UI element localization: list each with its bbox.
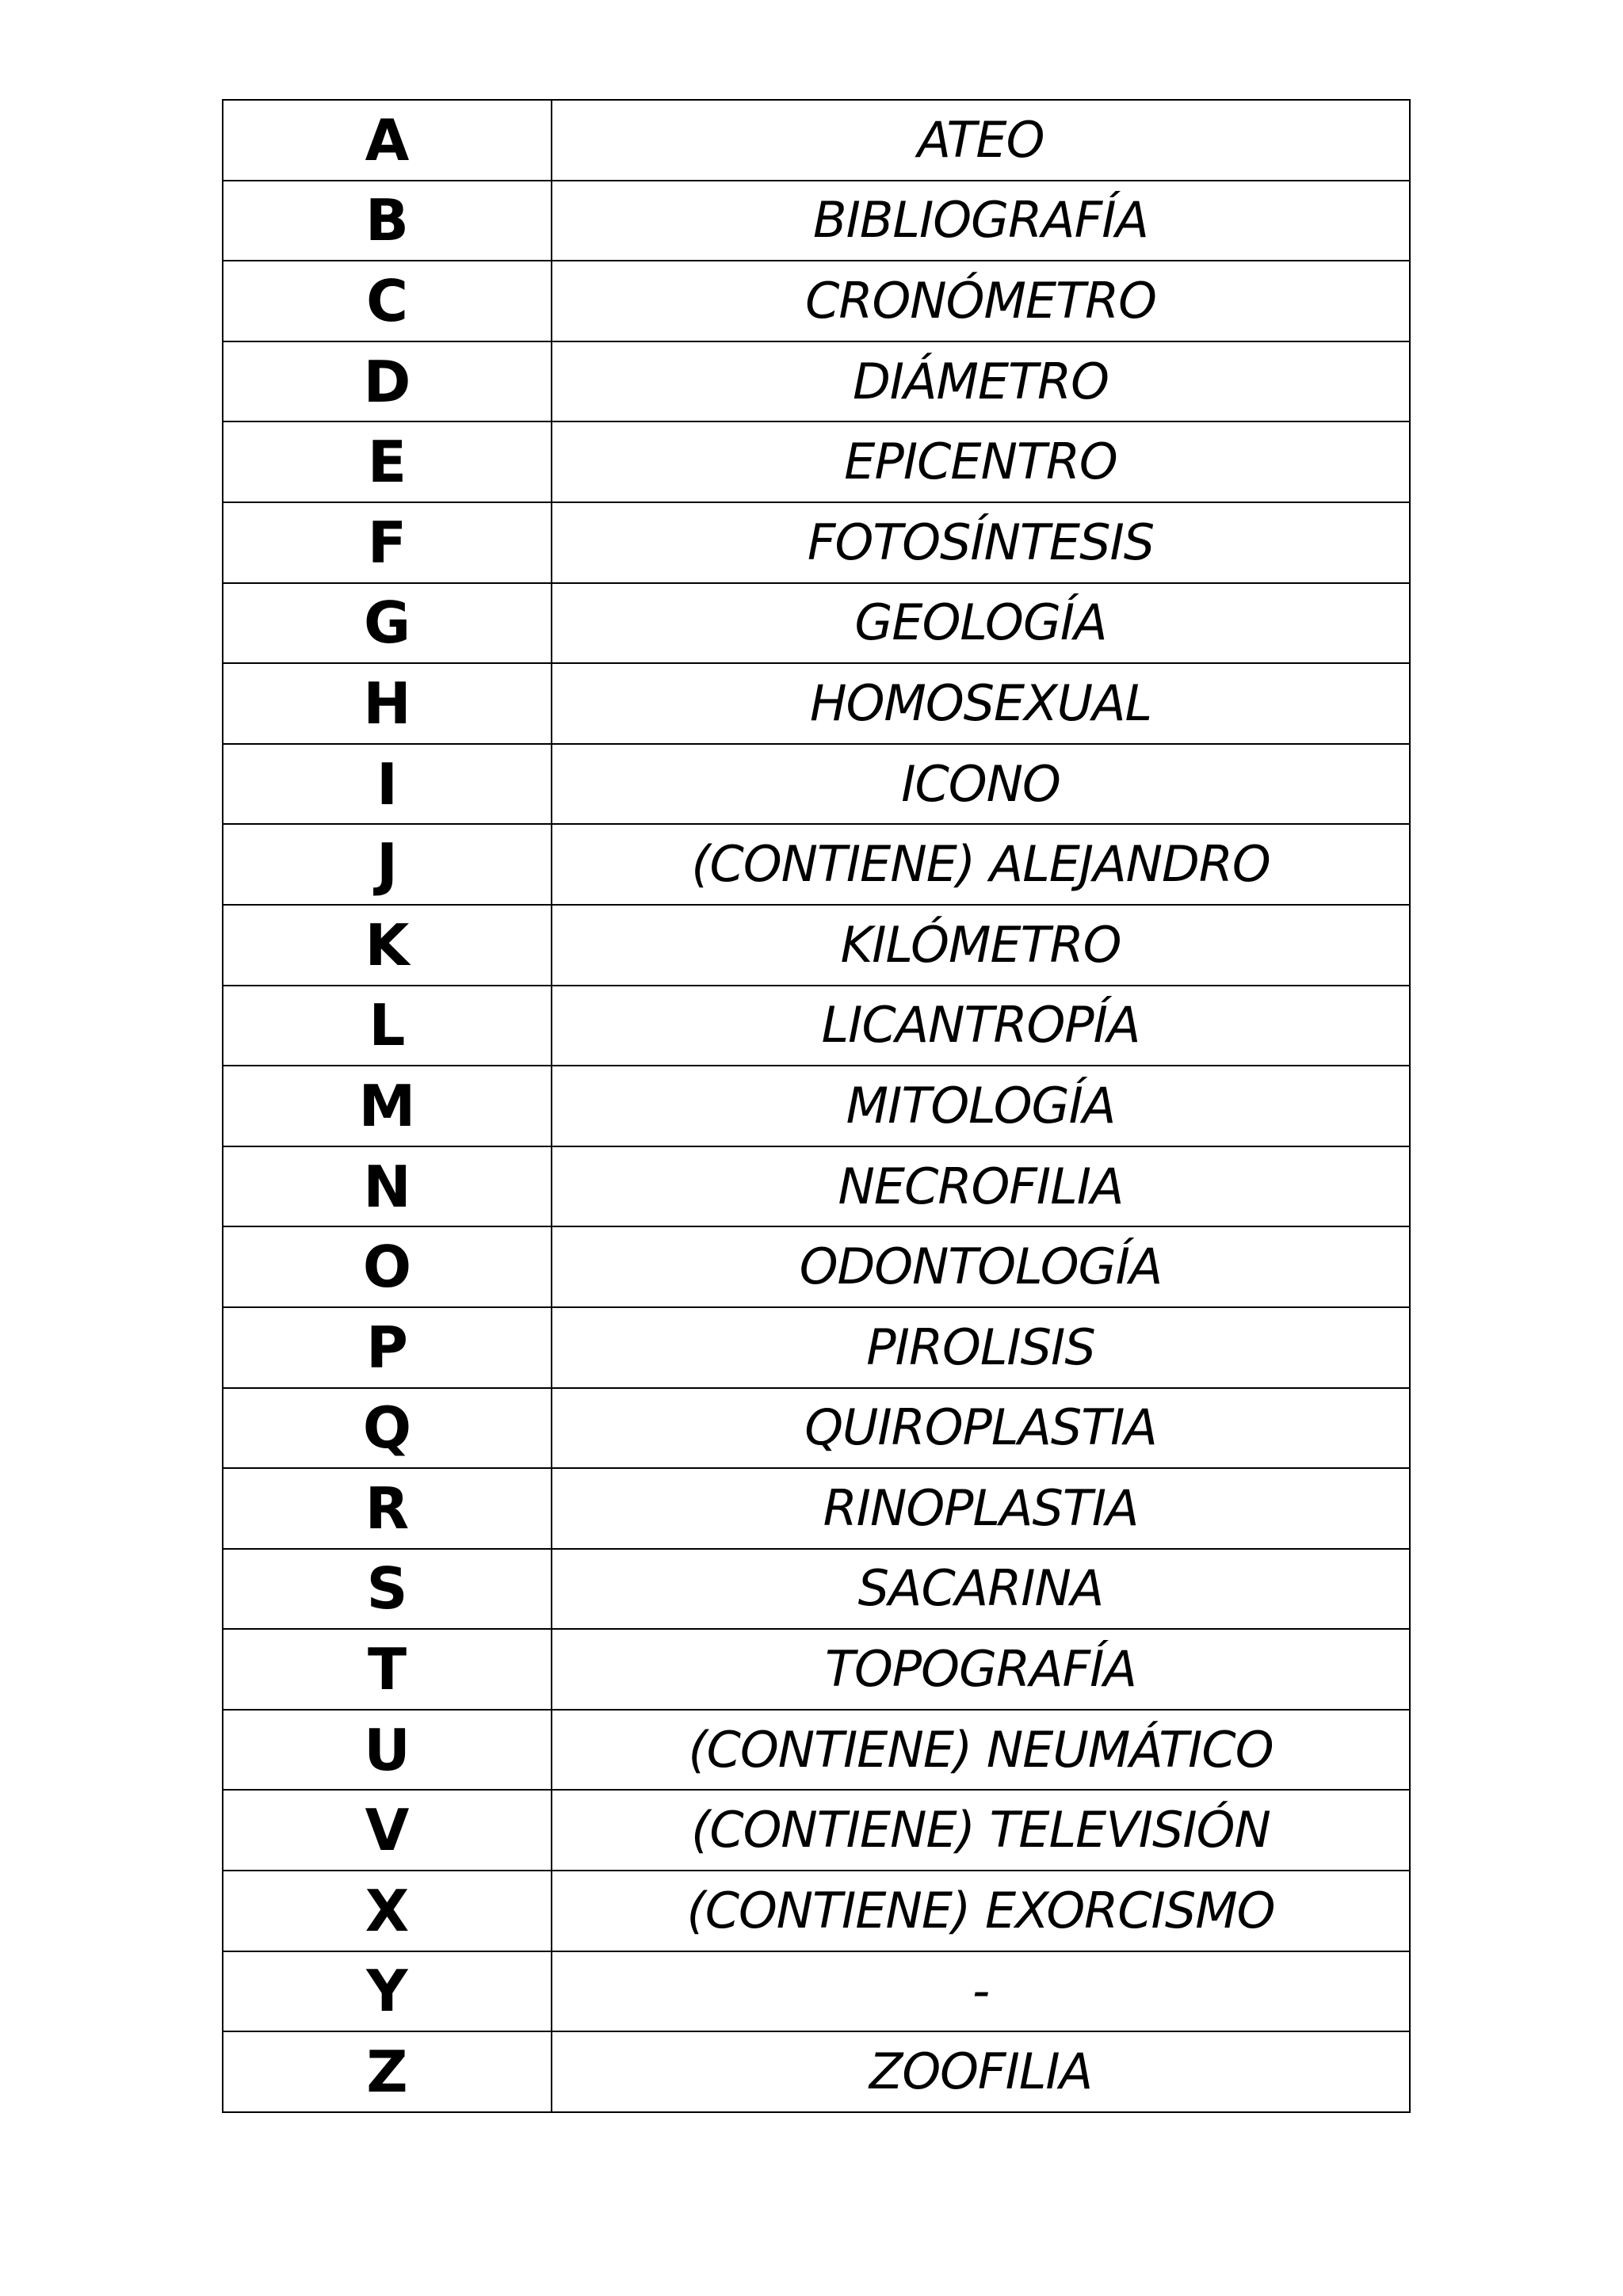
table-row	[223, 1146, 1410, 1227]
word-cell: GEOLOGÍA	[552, 583, 1410, 664]
table-row	[223, 341, 1410, 422]
table-row	[223, 421, 1410, 502]
letter-cell: L	[223, 986, 552, 1066]
letter-cell: E	[223, 421, 552, 502]
letter-cell: N	[223, 1146, 552, 1227]
table-row	[223, 1710, 1410, 1791]
word-cell: MITOLOGÍA	[552, 1066, 1410, 1146]
letter-cell: V	[223, 1790, 552, 1871]
table-row	[223, 1549, 1410, 1630]
table-row	[223, 1388, 1410, 1469]
word-cell: CRONÓMETRO	[552, 261, 1410, 341]
word-cell: NECROFILIA	[552, 1146, 1410, 1227]
alphabet-word-table	[222, 99, 1411, 2113]
letter-cell: O	[223, 1226, 552, 1307]
table-row	[223, 1629, 1410, 1710]
letter-cell: P	[223, 1307, 552, 1388]
letter-cell: S	[223, 1549, 552, 1630]
letter-cell: R	[223, 1468, 552, 1549]
table-row	[223, 1226, 1410, 1307]
letter-cell: K	[223, 905, 552, 986]
table-row	[223, 1066, 1410, 1146]
table-row	[223, 1871, 1410, 1951]
word-cell: FOTOSÍNTESIS	[552, 502, 1410, 583]
word-cell: LICANTROPÍA	[552, 986, 1410, 1066]
table-row	[223, 1307, 1410, 1388]
table-row	[223, 824, 1410, 905]
word-cell: PIROLISIS	[552, 1307, 1410, 1388]
letter-cell: T	[223, 1629, 552, 1710]
word-cell: RINOPLASTIA	[552, 1468, 1410, 1549]
letter-cell: A	[223, 100, 552, 181]
table-row	[223, 2031, 1410, 2112]
word-cell: EPICENTRO	[552, 421, 1410, 502]
word-cell: SACARINA	[552, 1549, 1410, 1630]
word-cell: ZOOFILIA	[552, 2031, 1410, 2112]
table-row	[223, 1468, 1410, 1549]
letter-cell: J	[223, 824, 552, 905]
table-row	[223, 1790, 1410, 1871]
table-row	[223, 583, 1410, 664]
letter-cell: H	[223, 663, 552, 744]
table-row	[223, 905, 1410, 986]
word-cell: (CONTIENE) ALEJANDRO	[552, 824, 1410, 905]
table-body	[223, 100, 1410, 2112]
letter-cell: D	[223, 341, 552, 422]
word-cell: ATEO	[552, 100, 1410, 181]
word-cell: (CONTIENE) NEUMÁTICO	[552, 1710, 1410, 1791]
word-cell: TOPOGRAFÍA	[552, 1629, 1410, 1710]
letter-cell: M	[223, 1066, 552, 1146]
word-cell: (CONTIENE) EXORCISMO	[552, 1871, 1410, 1951]
word-cell: -	[552, 1951, 1410, 2032]
table-row	[223, 181, 1410, 261]
table-row	[223, 502, 1410, 583]
word-cell: (CONTIENE) TELEVISIÓN	[552, 1790, 1410, 1871]
word-cell: HOMOSEXUAL	[552, 663, 1410, 744]
word-cell: QUIROPLASTIA	[552, 1388, 1410, 1469]
letter-cell: F	[223, 502, 552, 583]
letter-cell: G	[223, 583, 552, 664]
table-row	[223, 100, 1410, 181]
letter-cell: X	[223, 1871, 552, 1951]
table-row	[223, 663, 1410, 744]
letter-cell: Z	[223, 2031, 552, 2112]
letter-cell: Y	[223, 1951, 552, 2032]
word-cell: KILÓMETRO	[552, 905, 1410, 986]
table-row	[223, 261, 1410, 341]
word-cell: ICONO	[552, 744, 1410, 825]
word-cell: ODONTOLOGÍA	[552, 1226, 1410, 1307]
word-cell: BIBLIOGRAFÍA	[552, 181, 1410, 261]
letter-cell: I	[223, 744, 552, 825]
letter-cell: Q	[223, 1388, 552, 1469]
table-row	[223, 986, 1410, 1066]
word-cell: DIÁMETRO	[552, 341, 1410, 422]
table-row	[223, 1951, 1410, 2032]
letter-cell: U	[223, 1710, 552, 1791]
letter-cell: B	[223, 181, 552, 261]
letter-cell: C	[223, 261, 552, 341]
table-row	[223, 744, 1410, 825]
